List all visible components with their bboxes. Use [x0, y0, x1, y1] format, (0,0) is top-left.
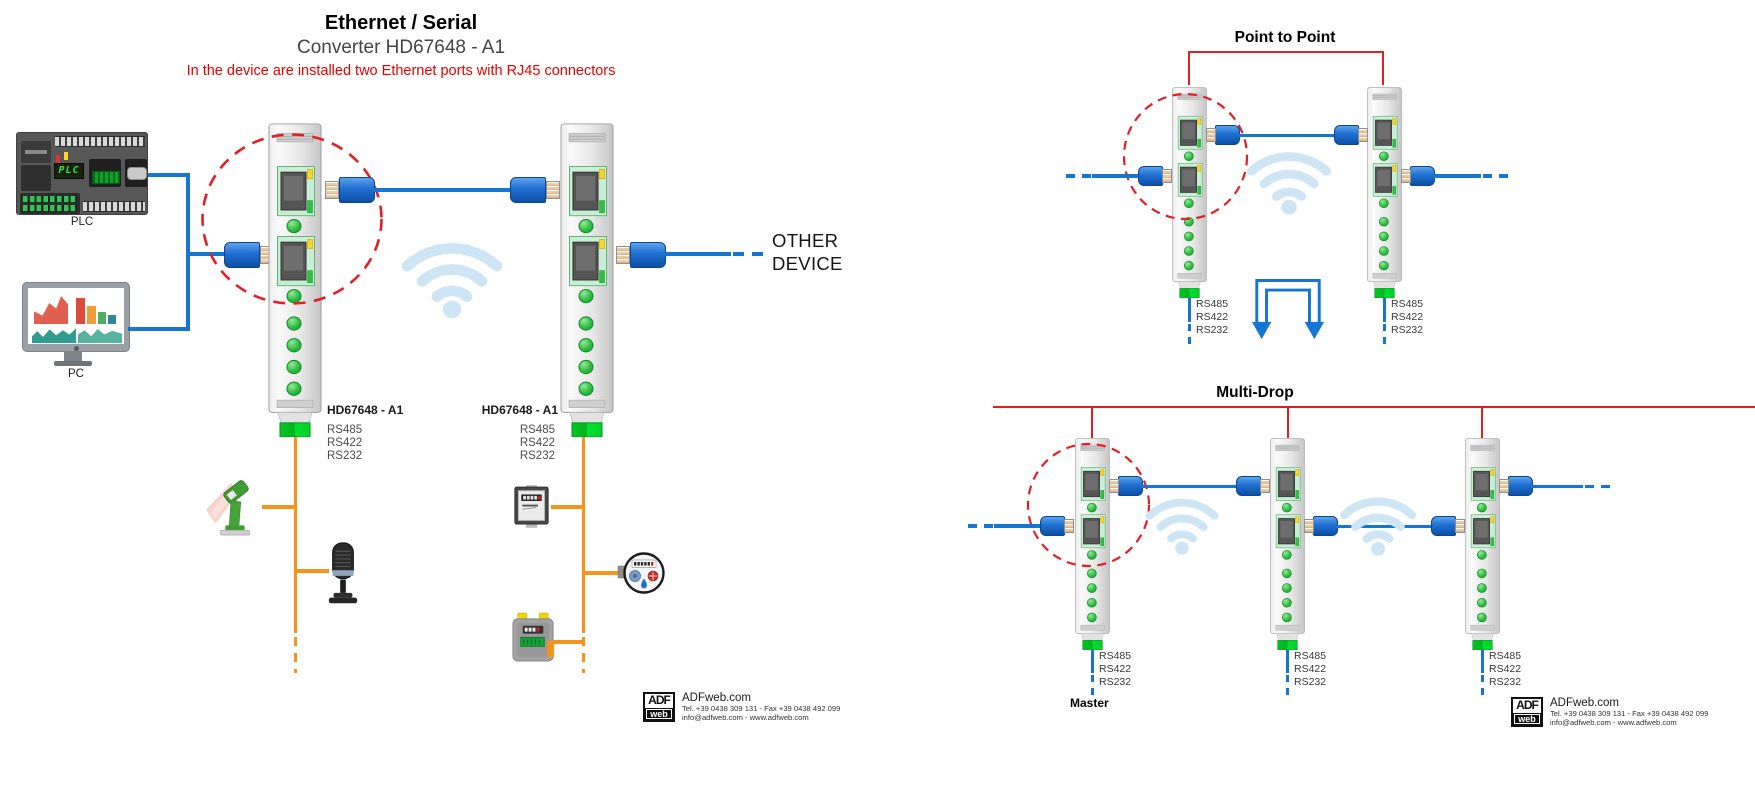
page-subtitle: Converter HD67648 - A1: [296, 37, 506, 58]
wifi-icon: [1331, 484, 1425, 557]
converter-device-2: [560, 123, 614, 437]
serial-label: RS232: [327, 449, 363, 462]
wifi-ic on: [1237, 138, 1341, 216]
serial-drop-line: [1383, 298, 1386, 322]
serial-label: RS485: [1294, 650, 1327, 662]
plc-module: [89, 159, 121, 187]
pc-label: PC: [68, 368, 84, 380]
other-device-label: OTHER DEVICE: [772, 230, 843, 274]
rj45-plug: [1499, 476, 1533, 496]
monitor-power-led: [74, 346, 79, 351]
ethernet-cable: [663, 252, 731, 256]
plc-terminal-grid: [20, 193, 80, 214]
ethernet-cable-dashed: [968, 524, 994, 528]
wifi-icon: [1137, 486, 1227, 556]
ethernet-cable: [148, 173, 189, 177]
serial-label: RS232: [519, 449, 555, 462]
serial-label: RS485: [1489, 650, 1522, 662]
terminal-strip: [83, 201, 145, 212]
serial-interface-labels: [1294, 650, 1326, 689]
ethernet-cable: [1531, 485, 1583, 489]
serial-drop-line: [1286, 650, 1289, 673]
pc-monitor: [22, 282, 130, 352]
contact-line: info@adfweb.com - www.adfweb.com: [682, 713, 809, 722]
serial-label: RS422: [327, 436, 363, 449]
serial-label: RS232: [1196, 324, 1229, 336]
serial-label: RS422: [1196, 311, 1229, 323]
ethernet-cable-dashed: [1483, 174, 1509, 178]
serial-drop-dashed: [1286, 675, 1289, 696]
serial-label: RS422: [1099, 663, 1132, 675]
rj45-plug: [1040, 516, 1074, 536]
master-label: Master: [1070, 696, 1109, 710]
serial-loop-arrows: [1248, 268, 1328, 343]
serial-label: RS485: [1099, 650, 1132, 662]
serial-label: RS485: [327, 424, 363, 436]
page-note: In the device are installed two Ethernet ports with RJ45 connectors: [186, 63, 616, 79]
serial-label: RS232: [1294, 676, 1327, 688]
bracket-line: [1188, 51, 1384, 53]
plc-device: [16, 132, 148, 215]
serial-label: RS232: [1489, 676, 1522, 688]
serial-branch: [295, 569, 329, 573]
electricity-meter-icon: [513, 485, 550, 528]
bracket-line: [1188, 51, 1190, 85]
monitor-stand: [64, 352, 82, 361]
contact-line: info@adfweb.com - www.adfweb.com: [1550, 718, 1677, 727]
logo-text-block: [682, 692, 840, 722]
plc-module: [21, 141, 51, 163]
bracket-line: [1382, 51, 1384, 85]
serial-bus-line: [582, 437, 586, 633]
ethernet-cable: [1433, 174, 1481, 178]
barcode-scanner-icon: [204, 477, 262, 537]
serial-interface-labels: [1391, 298, 1423, 337]
red-bus-drop: [1287, 406, 1289, 438]
serial-drop-line: [1091, 650, 1094, 673]
ethernet-cable-dashed: [1066, 174, 1092, 178]
serial-drop-dashed: [1091, 675, 1094, 696]
serial-interface-labels: [327, 424, 362, 462]
serial-drop-line: [1188, 298, 1191, 322]
terminal-strip: [55, 136, 145, 147]
serial-drop-dashed: [1188, 324, 1191, 346]
db9-connector: [127, 167, 147, 180]
ethernet-cable: [372, 188, 516, 192]
rj45-plug: [1401, 166, 1435, 186]
serial-branch: [585, 571, 620, 575]
water-meter-icon: [618, 549, 664, 597]
logo-adf-text: ADF: [1516, 698, 1538, 712]
point-to-point-title: Point to Point: [1234, 29, 1336, 46]
serial-interface-labels: [1099, 650, 1131, 689]
monitor-stand-base: [54, 361, 92, 366]
ethernet-cable: [1092, 174, 1140, 178]
pc-screen: [28, 288, 124, 344]
adfweb-logo: [643, 692, 840, 722]
red-bus-drop: [1091, 406, 1093, 438]
red-highlight-circle: [1026, 442, 1151, 568]
serial-interface-labels: [460, 424, 555, 462]
serial-label: RS485: [1196, 298, 1229, 310]
ethernet-cable: [994, 524, 1040, 528]
phone-line: Tel. +39 0438 309 131 - Fax +39 0438 492 099: [682, 704, 841, 713]
converter-device-p2p-right: [1367, 87, 1402, 298]
serial-bus-dashed: [294, 637, 298, 673]
converter2-name: HD67648 - A1: [481, 403, 558, 417]
red-highlight-circle: [1122, 92, 1249, 221]
diagram-header: [115, 12, 687, 79]
ethernet-cable: [128, 327, 189, 331]
serial-interface-labels: [1489, 650, 1521, 689]
serial-label: RS422: [1391, 311, 1424, 323]
red-bus-line: [993, 406, 1755, 408]
serial-label: RS485: [1391, 298, 1424, 310]
serial-label: RS422: [519, 436, 555, 449]
plc-display: PLC: [54, 163, 84, 179]
ethernet-cable-dashed: [1585, 485, 1611, 489]
serial-label: RS485: [519, 424, 555, 436]
logo-web-text: web: [1513, 713, 1541, 725]
serial-branch: [554, 640, 583, 644]
serial-branch: [262, 505, 295, 509]
serial-drop-line: [1481, 650, 1484, 673]
company-name: ADFweb.com: [682, 692, 752, 704]
serial-drop-dashed: [1481, 675, 1484, 696]
ethernet-cable: [1238, 134, 1336, 138]
multi-drop-title: Multi-Drop: [1216, 384, 1294, 401]
wifi-icon: [390, 226, 514, 320]
page-title: Ethernet / Serial: [324, 12, 478, 34]
phone-line: Tel. +39 0438 309 131 - Fax +39 0438 492 099: [1550, 709, 1709, 718]
company-name: ADFweb.com: [1550, 697, 1620, 709]
rj45-plug: [1206, 125, 1240, 145]
rj45-plug: [325, 177, 375, 203]
adfweb-logo-mark: [643, 692, 675, 722]
converter-device-md-3: [1465, 438, 1500, 650]
ethernet-cable-dashed: [733, 252, 767, 256]
adfweb-logo-mark: [1511, 697, 1543, 727]
rj45-plug: [616, 242, 666, 268]
plc-module: [21, 165, 51, 191]
plc-label: PLC: [70, 216, 94, 228]
logo-web-text: web: [645, 708, 673, 720]
plc-led-yellow: [64, 152, 68, 160]
microphone-icon: [326, 541, 360, 607]
rj45-plug: [510, 177, 560, 203]
rj45-plug: [1236, 476, 1270, 496]
serial-branch: [551, 505, 583, 509]
gas-meter-icon: [511, 613, 556, 662]
serial-label: RS422: [1489, 663, 1522, 675]
converter1-name: HD67648 - A1: [327, 403, 404, 417]
adfweb-logo: [1511, 697, 1708, 727]
plc-module: [125, 159, 147, 187]
plc-led-red: [56, 155, 60, 163]
logo-adf-text: ADF: [648, 693, 670, 707]
serial-interface-labels: [1196, 298, 1228, 337]
rj45-plug: [1138, 166, 1172, 186]
red-highlight-circle: [200, 132, 384, 306]
red-bus-drop: [1481, 406, 1483, 438]
rj45-plug: [1431, 516, 1465, 536]
serial-label: RS422: [1294, 663, 1327, 675]
serial-drop-dashed: [1383, 324, 1386, 346]
serial-bus-line: [294, 437, 298, 633]
serial-label: RS232: [1391, 324, 1424, 336]
converter-device-md-2: [1270, 438, 1305, 650]
logo-text-block: [1550, 697, 1708, 727]
serial-label: RS232: [1099, 676, 1132, 688]
